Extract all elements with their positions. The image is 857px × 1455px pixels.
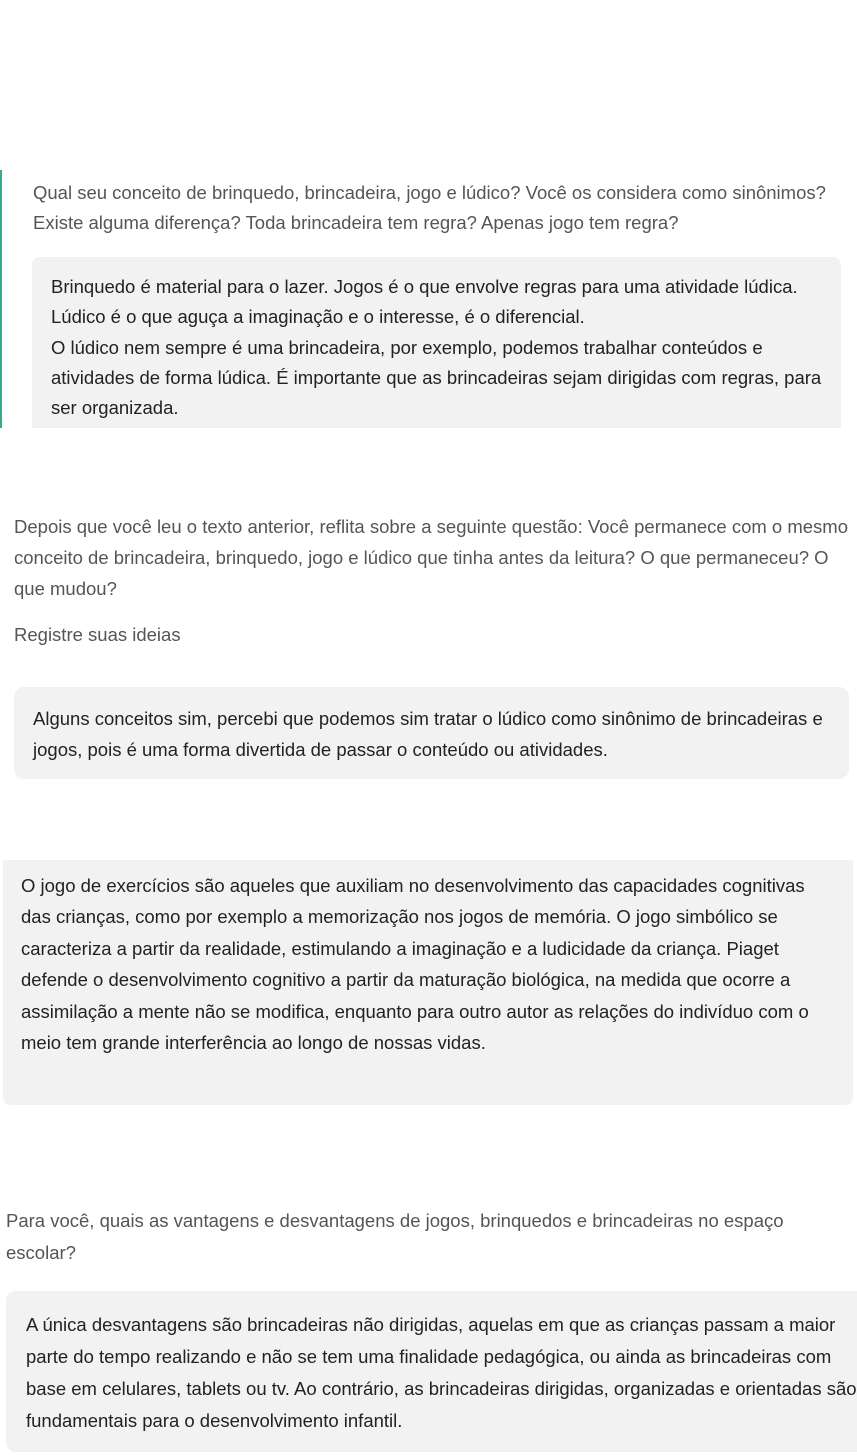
quote-block-question-1 xyxy=(0,170,842,428)
question-1-text: Qual seu conceito de brinquedo, brincadeira, jogo e lúdico? Você os considera como sinônimos? Existe alguma diferença? Toda brincadeira tem regra? Apenas jogo tem regra? xyxy=(33,182,826,233)
question-4-text: Para você, quais as vantagens e desvantagens de jogos, brinquedos e brincadeiras no espaço escolar? xyxy=(6,1210,784,1263)
question-2-instruction: Registre suas ideias xyxy=(14,624,181,645)
answer-3-box[interactable]: O jogo de exercícios são aqueles que auxiliam no desenvolvimento das capacidades cognitivas das crianças, como por exemplo a memorização nos jogos de memória. O jogo simbólico se caracteriza a partir da realidade, estimulando a imaginação e a ludicidade da criança. Piaget defende o desenvolvimento cognitivo a partir da maturação biológica, na medida que ocorre a assimilação a mente não se modifica, enquanto para outro autor as relações do indivíduo com o meio tem grande interferência ao longo de nossas vidas. xyxy=(3,860,853,1105)
answer-4-box[interactable]: A única desvantagens são brincadeiras não dirigidas, aquelas em que as crianças passam a maior parte do tempo realizando e não se tem uma finalidade pedagógica, ou ainda as brincadeiras com base em celulares, tablets ou tv. Ao contrário, as brincadeiras dirigidas, organizadas e orientadas são fundamentais para o desenvolvimento infantil. xyxy=(6,1291,857,1452)
answer-1-box[interactable]: Brinquedo é material para o lazer. Jogos é o que envolve regras para uma atividade lúdica. Lúdico é o que aguça a imaginação e o interesse, é o diferencial. O lúdico nem sempre é uma brincadeira, por exemplo, podemos trabalhar conteúdos e atividades de forma lúdica. É importante que as brincadeiras sejam dirigidas com regras, para ser organizada. xyxy=(32,257,841,428)
answer-2-box[interactable]: Alguns conceitos sim, percebi que podemos sim tratar o lúdico como sinônimo de brincadeiras e jogos, pois é uma forma divertida de passar o conteúdo ou atividades. xyxy=(14,687,849,779)
question-2-text: Depois que você leu o texto anterior, reflita sobre a seguinte questão: Você permanece com o mesmo conceito de brincadeira, brinquedo, jogo e lúdico que tinha antes da leitura? O que permaneceu? O que mudou? xyxy=(14,516,849,599)
